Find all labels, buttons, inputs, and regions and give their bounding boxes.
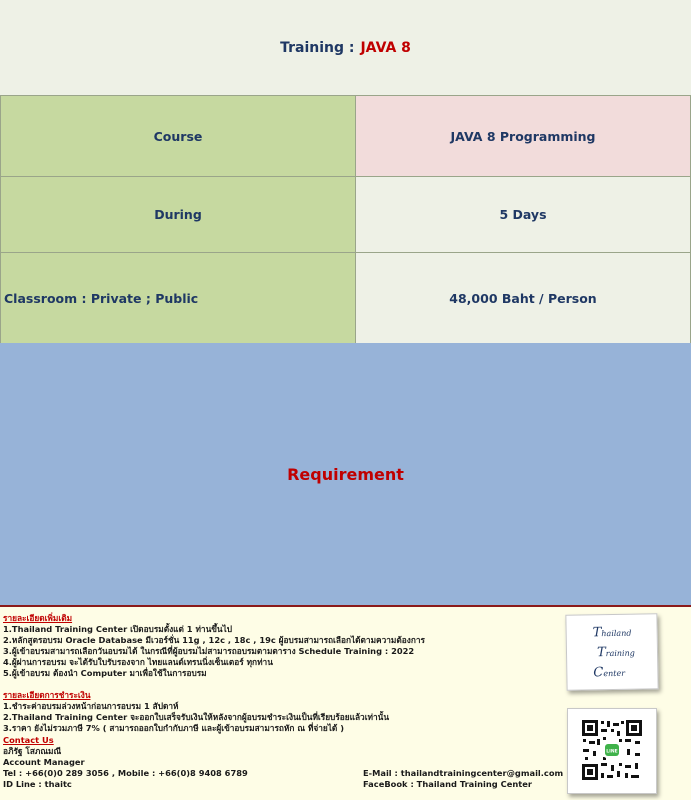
details-item: 1.Thailand Training Center เปิดอบรมตั้งแต่ 1 ท่านขึ้นไป	[3, 624, 233, 634]
classroom-label-cell	[0, 252, 356, 344]
during-value: 5 Days	[499, 207, 547, 222]
payment-heading: รายละเอียดการชำระเงิน	[3, 690, 91, 700]
title-band	[0, 0, 691, 95]
details-heading: รายละเอียดเพิ่มเติม	[3, 613, 73, 623]
details-item: 3.ผู้เข้าอบรมสามารถเลือกวันอบรมได้ ในกรณีที่ผู้อบรมไม่สามารถอบรมตามตาราง Schedule Training : 2022	[3, 646, 415, 656]
qr-code-icon	[581, 719, 643, 781]
contact-facebook[interactable]: FaceBook : Thailand Training Center	[363, 779, 532, 789]
logo-line-2: Training	[596, 645, 635, 661]
details-item: 5.ผู้เข้าอบรม ต้องนำ Computer มาเพื่อใช้ในการอบรม	[3, 668, 207, 678]
payment-item: 1.ชำระค่าอบรมล่วงหน้าก่อนการอบรม 1 สัปดาห์	[3, 701, 179, 711]
classroom-label: Classroom : Private ; Public	[4, 290, 199, 306]
course-value-cell	[355, 95, 691, 177]
qr-code[interactable]	[567, 708, 657, 794]
logo-line-3: Center	[593, 665, 626, 681]
price-value: 48,000 Baht / Person	[449, 290, 597, 306]
course-label-cell	[0, 95, 356, 177]
contact-role: Account Manager	[3, 757, 85, 767]
contact-phone: Tel : +66(0)0 289 3056 , Mobile : +66(0)8 9408 6789	[3, 768, 248, 778]
contact-email[interactable]: E-Mail : thailandtrainingcenter@gmail.com	[363, 768, 564, 778]
payment-item: 3.ราคา ยังไม่รวมภาษี 7% ( สามารถออกใบกำกับภาษี และผู้เข้าอบรมสามารถหัก ณ ที่จ่ายได้ )	[3, 723, 344, 733]
during-label-cell	[0, 176, 356, 253]
contact-name: อภิรัฐ โสภณมณี	[3, 746, 62, 756]
qr-line-badge: LINE	[606, 749, 618, 755]
payment-item: 2.Thailand Training Center จะออกใบเสร็จรับเงินให้หลังจากผู้อบรมชำระเงินเป็นที่เรียบร้อยแล้วเท่านั้น	[3, 712, 390, 722]
during-label: During	[154, 207, 202, 222]
during-value-cell	[355, 176, 691, 253]
price-value-cell	[355, 252, 691, 344]
requirement-label: Requirement	[287, 464, 404, 484]
title-course: JAVA 8	[360, 39, 411, 56]
title-label: Training :	[280, 39, 355, 56]
course-value: JAVA 8 Programming	[450, 128, 596, 144]
details-item: 2.หลักสูตรอบรม Oracle Database มีเวอร์ชั่น 11g , 12c , 18c , 19c ผู้อบรมสามารถเลือกได้ตามความต้องการ	[3, 635, 425, 645]
company-logo	[565, 613, 658, 691]
course-label: Course	[153, 128, 203, 144]
logo-line-1: Thailand	[592, 625, 632, 641]
details-item: 4.ผู้ผ่านการอบรม จะได้รับใบรับรองจาก ไทยแลนด์เทรนนิ่งเซ็นเตอร์ ทุกท่าน	[3, 657, 273, 667]
requirement-band	[0, 343, 691, 605]
contact-heading[interactable]: Contact Us	[3, 735, 54, 745]
contact-line-id: ID Line : thaitc	[3, 779, 72, 789]
